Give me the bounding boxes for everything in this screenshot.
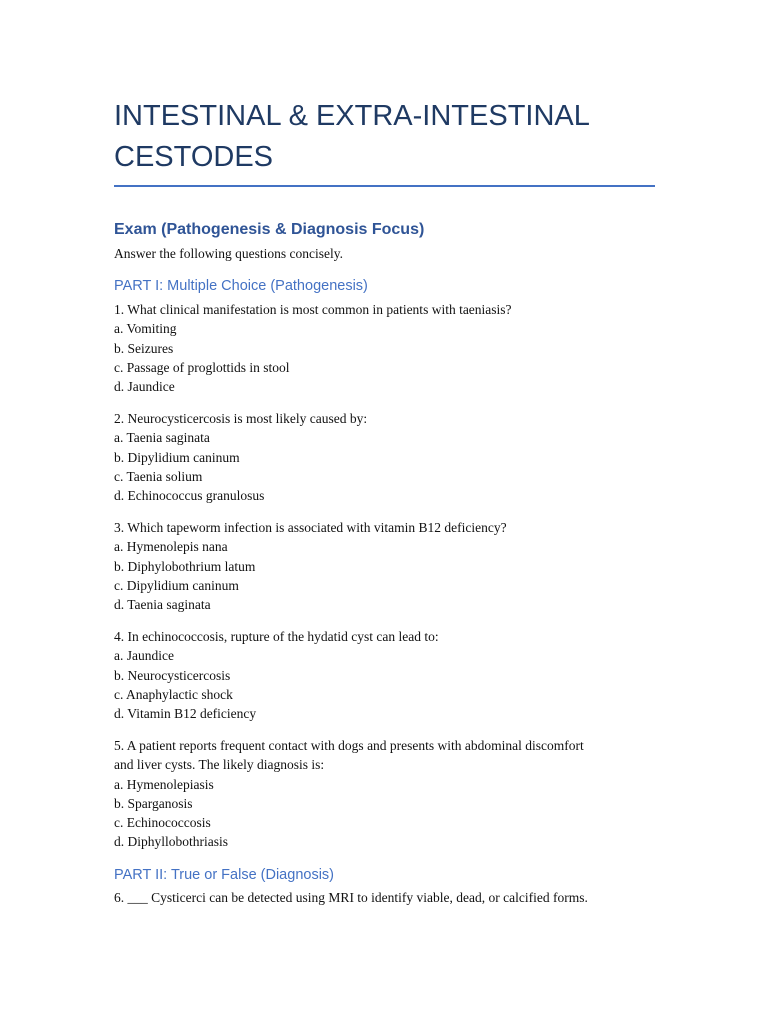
document-title: INTESTINAL & EXTRA-INTESTINAL CESTODES [114, 100, 589, 173]
answer-option: a. Hymenolepis nana [114, 539, 228, 555]
answer-option: d. Taenia saginata [114, 597, 211, 613]
exam-heading: Exam (Pathogenesis & Diagnosis Focus) [114, 221, 425, 238]
answer-option: d. Vitamin B12 deficiency [114, 706, 257, 722]
question-stem: 4. In echinococcosis, rupture of the hydatid cyst can lead to: [114, 628, 439, 644]
question-stem: 2. Neurocysticercosis is most likely caused by: [114, 410, 368, 426]
part-2-items [114, 888, 655, 907]
answer-option: b. Diphylobothrium latum [114, 558, 256, 574]
question-5 [114, 736, 655, 852]
answer-option: a. Taenia saginata [114, 430, 210, 446]
answer-option: a. Vomiting [114, 321, 177, 337]
answer-option: b. Dipylidium caninum [114, 449, 240, 465]
title-underline [114, 185, 655, 187]
answer-option: d. Jaundice [114, 379, 175, 395]
question-3 [114, 518, 655, 614]
answer-option: c. Passage of proglottids in stool [114, 359, 290, 375]
part-1-questions [114, 300, 655, 852]
answer-option: c. Anaphylactic shock [114, 686, 233, 702]
part-2-heading: PART II: True or False (Diagnosis) [114, 866, 334, 883]
question-2 [114, 409, 655, 505]
question-stem: 1. What clinical manifestation is most common in patients with taeniasis? [114, 302, 512, 317]
answer-option: d. Diphyllobothriasis [114, 834, 228, 850]
question-4 [114, 627, 655, 723]
answer-option: c. Taenia solium [114, 468, 203, 484]
answer-option: a. Hymenolepiasis [114, 776, 214, 792]
question-stem: 5. A patient reports frequent contact with dogs and presents with abdominal discomfort [114, 737, 584, 753]
answer-option: c. Echinococcosis [114, 815, 211, 831]
question-1 [114, 300, 655, 396]
answer-option: b. Seizures [114, 340, 174, 356]
answer-option: a. Jaundice [114, 648, 174, 664]
question-stem: 3. Which tapeworm infection is associated with vitamin B12 deficiency? [114, 519, 507, 535]
document-content [114, 96, 655, 907]
part-1-heading: PART I: Multiple Choice (Pathogenesis) [114, 278, 368, 294]
answer-option: c. Dipylidium caninum [114, 577, 239, 593]
true-false-item: 6. ___ Cysticerci can be detected using MRI to identify viable, dead, or calcified forms. [114, 889, 588, 905]
instruction-text: Answer the following questions concisely. [114, 246, 343, 261]
question-stem: and liver cysts. The likely diagnosis is: [114, 757, 325, 773]
answer-option: b. Neurocysticercosis [114, 667, 231, 683]
answer-option: b. Sparganosis [114, 795, 193, 811]
answer-option: d. Echinococcus granulosus [114, 488, 265, 504]
